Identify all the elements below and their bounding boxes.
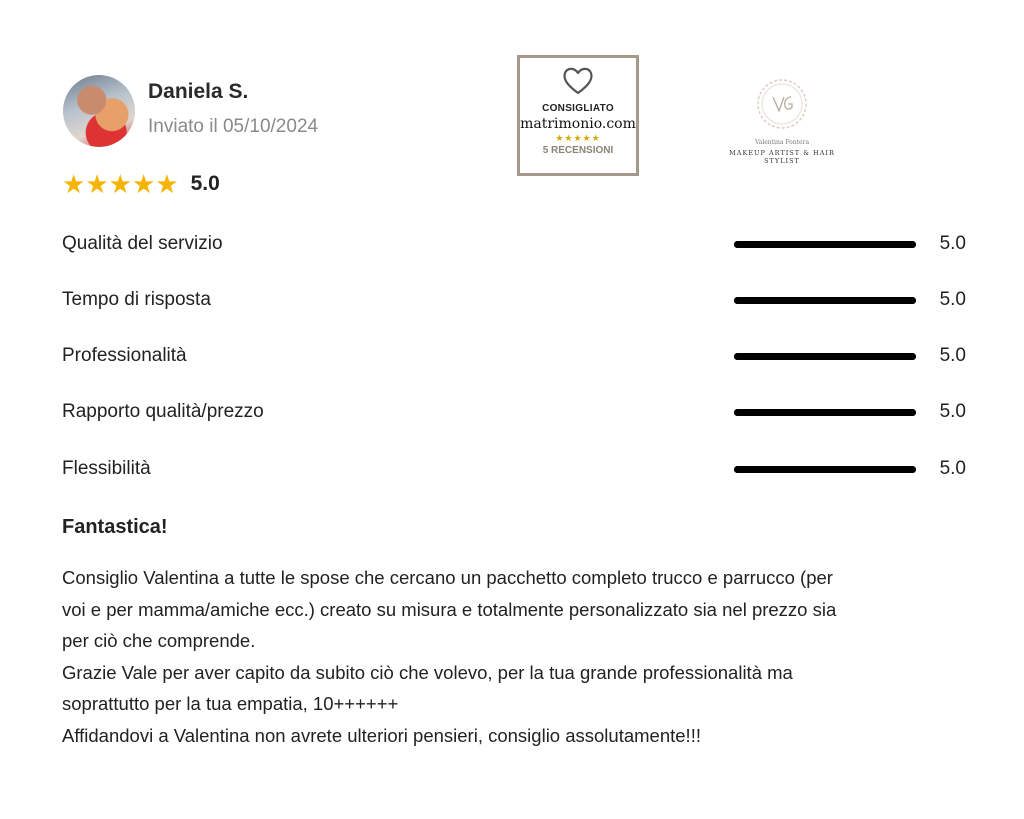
sent-date: Inviato il 05/10/2024 [148,116,319,137]
rating-row [62,401,966,425]
rating-value: 5.0 [939,289,966,310]
review-line: voi e per mamma/amiche ecc.) creato su misura e totalmente personalizzato sia nel prezzo sia [62,598,837,620]
rating-label: Flessibilità [62,458,151,479]
recommended-badge [517,55,639,176]
rating-bar [734,353,916,360]
star-icon: ★ [85,169,109,199]
rating-bar [734,409,916,416]
avatar [63,75,135,147]
logo-monogram-icon [753,75,811,133]
rating-value: 5.0 [939,233,966,254]
badge-stars: ★★★★★ [555,133,601,143]
review-body [62,562,972,751]
review-line: soprattutto per la tua empatia, 10++++++ [62,693,399,714]
rating-value: 5.0 [939,458,966,479]
rating-row [62,458,966,482]
rating-row [62,289,966,313]
review-line: Consiglio Valentina a tutte le spose che cercano un pacchetto completo trucco e parrucco (per [62,567,833,588]
rating-bar [734,241,916,248]
review-line: per ciò che comprende. [62,630,256,651]
review-line: Grazie Vale per aver capito da subito ciò che volevo, per la tua grande professionalità ma [62,661,793,683]
heart-icon [520,66,636,101]
rating-value: 5.0 [939,401,966,422]
logo-name: Valentina Fontera [754,139,810,146]
badge-brand: matrimonio.com [520,116,636,132]
rating-label: Qualità del servizio [62,233,223,254]
rating-label: Tempo di risposta [62,289,211,310]
review-title: Fantastica! [62,516,168,538]
rating-row [62,345,966,369]
rating-label: Rapporto qualità/prezzo [62,401,264,422]
overall-rating [62,171,220,197]
star-icon: ★ [62,169,86,199]
rating-label: Professionalità [62,345,187,366]
logo-subtitle: MAKEUP ARTIST & HAIR STYLIST [729,149,835,165]
review-line: Affidandovi a Valentina non avrete ulteriori pensieri, consiglio assolutamente!!! [62,724,701,746]
brand-logo [712,75,852,165]
badge-heading: CONSIGLIATO [542,103,614,114]
rating-bar [734,297,916,304]
rating-value: 5.0 [939,345,966,366]
star-icon: ★ [108,169,132,199]
rating-bar [734,466,916,473]
rating-row [62,233,966,257]
badge-reviews: 5 RECENSIONI [542,145,614,156]
reviewer-name: Daniela S. [148,80,249,103]
star-icon: ★ [155,169,179,199]
overall-score: 5.0 [190,172,220,195]
star-icon: ★ [131,169,156,199]
